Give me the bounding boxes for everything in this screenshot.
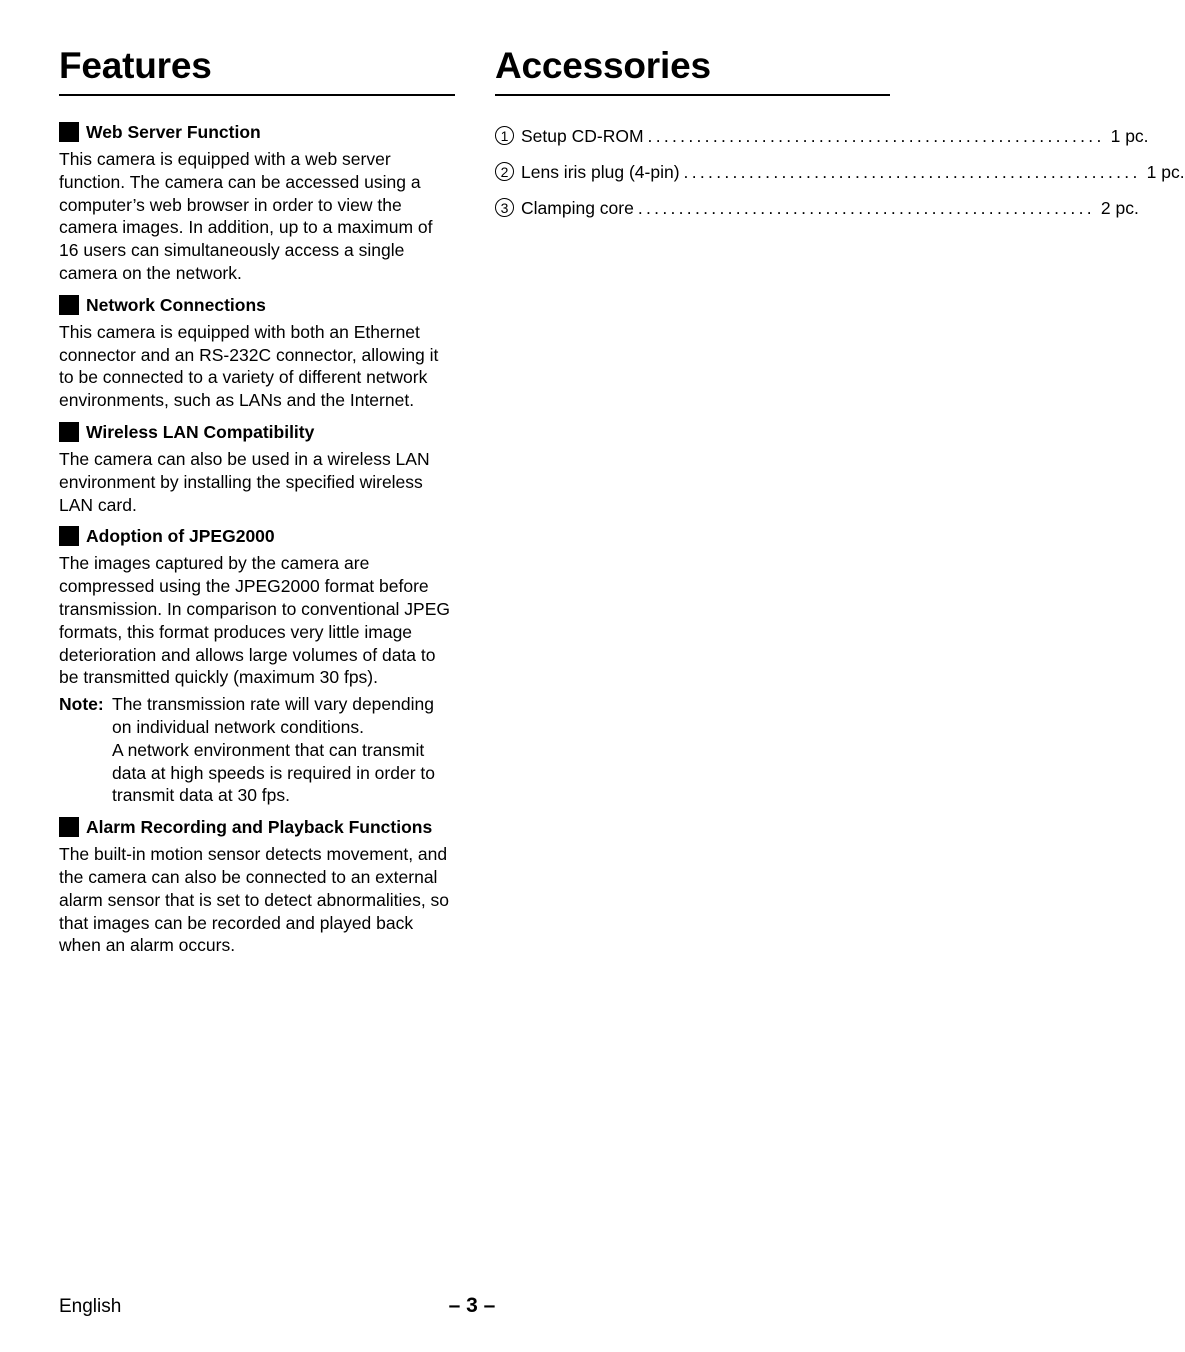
- circled-number-icon: 3: [495, 198, 514, 217]
- features-list: [59, 120, 455, 957]
- square-bullet-icon: [59, 817, 79, 837]
- note-line: A network environment that can transmit data at high speeds is required in order to transmit data at 30 fps.: [112, 739, 435, 806]
- accessory-item: [495, 196, 1139, 220]
- accessories-list: [495, 124, 1185, 220]
- feature-alarm-recording: [59, 815, 455, 957]
- accessory-item: [495, 124, 1149, 148]
- accessory-quantity: 1 pc.: [1146, 162, 1185, 182]
- circled-number-icon: 1: [495, 126, 514, 145]
- feature-heading: [59, 524, 455, 548]
- feature-heading: [59, 120, 455, 144]
- feature-body: The built-in motion sensor detects movement, and the camera can also be connected to an external alarm sensor that is set to detect abnormalities, so that images can be recorded and played back when an alarm occurs.: [59, 844, 450, 956]
- feature-heading-text: Alarm Recording and Playback Functions: [86, 817, 433, 838]
- feature-body: The images captured by the camera are compressed using the JPEG2000 format before transmission. In comparison to conventional JPEG formats, this format produces very little image deterioration and allows large volumes of data to be transmitted quickly (maximum 30 fps).: [59, 553, 451, 688]
- feature-heading: [59, 420, 455, 444]
- feature-heading-text: Adoption of JPEG2000: [86, 526, 275, 547]
- feature-web-server: [59, 120, 455, 285]
- feature-heading-text: Network Connections: [86, 294, 266, 315]
- accessories-section: [495, 42, 1185, 232]
- note-body: [112, 693, 455, 807]
- square-bullet-icon: [59, 526, 79, 546]
- accessory-name: Setup CD-ROM: [521, 126, 644, 146]
- circled-number-icon: 2: [495, 162, 514, 181]
- note-line: The transmission rate will vary depending on individual network conditions.: [112, 694, 434, 737]
- feature-jpeg2000: [59, 524, 455, 807]
- accessory-item: [495, 160, 1185, 184]
- footer-language: English: [59, 1296, 122, 1317]
- feature-body: This camera is equipped with both an Ethernet connector and an RS-232C connector, allowing it to be connected to a variety of different network environments, such as LANs and the Internet.: [59, 321, 439, 411]
- square-bullet-icon: [59, 295, 79, 315]
- features-title: Features: [59, 42, 455, 96]
- note-label: Note:: [59, 694, 104, 715]
- dot-leader: ........................................................: [637, 198, 1095, 218]
- accessories-title: Accessories: [495, 42, 890, 96]
- feature-heading-text: Wireless LAN Compatibility: [86, 421, 315, 442]
- feature-wireless-lan: [59, 420, 455, 516]
- feature-heading-text: Web Server Function: [86, 122, 261, 142]
- page-number: – 3 –: [448, 1294, 496, 1317]
- feature-network-connections: [59, 293, 455, 412]
- feature-heading: [59, 293, 455, 317]
- accessory-quantity: 1 pc.: [1110, 126, 1149, 146]
- feature-body: The camera can also be used in a wireless LAN environment by installing the specified wireless LAN card.: [59, 448, 430, 515]
- dot-leader: ........................................................: [647, 126, 1105, 146]
- accessory-quantity: 2 pc.: [1100, 198, 1139, 218]
- square-bullet-icon: [59, 122, 79, 142]
- feature-body: This camera is equipped with a web server function. The camera can be accessed using a computer’s web browser in order to view the camera images. In addition, up to a maximum of 16 users can simultaneously access a single camera on the network.: [59, 149, 433, 283]
- accessory-name: Clamping core: [521, 198, 634, 218]
- feature-heading: [59, 815, 455, 839]
- accessory-name: Lens iris plug (4-pin): [521, 162, 680, 182]
- features-section: [59, 42, 455, 965]
- square-bullet-icon: [59, 422, 79, 442]
- note: [59, 693, 455, 807]
- dot-leader: ........................................................: [683, 162, 1141, 182]
